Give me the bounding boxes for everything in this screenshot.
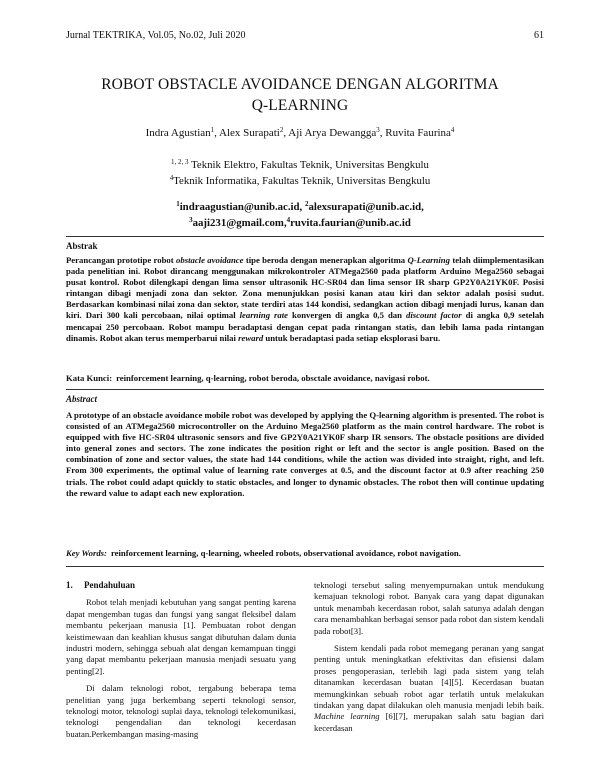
paragraph-term: Machine learning bbox=[314, 711, 380, 722]
abstrak-text: di angka 0,9 setelah mencapai 250 percobaan. Robot mampu beradaptasi dengan cepat pada rintangan statis, dan lebih lama pada rintangan dinamis. Robot akan terus memperbarui nilai bbox=[66, 310, 545, 343]
page-number: 61 bbox=[534, 30, 544, 41]
title-line-1: ROBOT OBSTACLE AVOIDANCE DENGAN ALGORITMA bbox=[101, 76, 499, 93]
author-sup: 3 bbox=[376, 126, 380, 134]
abstrak-text: tipe beroda dengan menerapkan algoritma bbox=[243, 255, 408, 265]
abstrak-term: obstacle avoidance bbox=[176, 255, 244, 265]
abstract-body: A prototype of an obstacle avoidance mobile robot was developed by applying the Q-learning algorithm is presented. The robot is consisted of an ATMega2560 microcontroller on the Arduino Mega2560 platform as the main control hardware. The robot is equipped with five HC-SR04 ultrasonic sensors and five GP2Y0A21YK0F sharp IR sensors. The obstacle positions are divided into general zones and sectors. The zone indicates the position right or left and the sector is angle position. Based on the combination of zone and sector values, the state had 144 conditions, while the action was divided into straight, right, and left. From 300 experiments, the optimal value of learning rate converges at 0.5, and the discount factor at 0.9 after reaching 250 trials. The robot could adapt quickly to static obstacles, and longer to dynamic obstacles. The robot then will continue updating the reward value to adapt each new exploration. bbox=[66, 410, 544, 498]
email-line: $^1$indraagustian@unib.ac.id, $^2$alexsurapati@unib.ac.id, bbox=[176, 200, 424, 213]
paragraph-text: [6][7], merupakan salah satu bagian dari kecerdasan bbox=[314, 711, 544, 733]
kata-kunci-label: Kata Kunci: bbox=[66, 373, 113, 383]
author-sup: 2 bbox=[279, 126, 284, 134]
paragraph-text: Sistem kendali pada robot memegang peranan yang sangat penting untuk meningkatkan efektivitas dan efisiensi dalam proses pengoperasian, terlebih lagi pada sistem yang telah ditanamkan kecerdasan buatan [4][5]. Kecerdasan buatan memungkinkan sebuah robot agar terlatih untuk melakukan tindakan yang dapat dilakukan oleh manusia menjadi lebih baik. bbox=[314, 643, 544, 711]
section-heading bbox=[66, 580, 296, 591]
author-sup: 1 bbox=[210, 126, 215, 134]
author-name: Ruvita Faurina bbox=[385, 127, 451, 139]
affiliation-sup: 1, 2, 3 bbox=[171, 158, 189, 166]
email-sup: 4 bbox=[286, 216, 291, 224]
key-words-text: reinforcement learning, q-learning, wheeled robots, observational avoidance, robot navigation. bbox=[110, 548, 461, 558]
abstrak-text: untuk beradaptasi pada setiap eksplorasi baru. bbox=[263, 332, 441, 343]
email-line: $^3$aaji231@gmail.com,$^4$ruvita.faurian@unib.ac.id bbox=[189, 216, 411, 229]
paragraph bbox=[314, 643, 544, 734]
section-number: 1. bbox=[66, 580, 73, 590]
email-3[interactable]: aaji231@gmail.com bbox=[192, 217, 284, 229]
abstrak-text: Perancangan prototipe robot bbox=[66, 255, 176, 265]
paragraph: Di dalam teknologi robot, tergabung beberapa tema penelitian yang juga berkembang seperti teknologi sensor, teknologi motor, teknologi suplai daya, teknologi telekomunikasi, teknologi pengendalian dan teknologi kecerdasan buatan.Perkembangan masing-masing bbox=[66, 683, 296, 739]
paragraph: teknologi tersebut saling menyempurnakan untuk mendukung kemajuan teknologi robot. Banyak cara yang dapat digunakan untuk menambah kecerdasan robot, salah satunya adalah dengan cara menambahkan berbagai sensor pada robot dan sistem kendali pada robot[3]. bbox=[314, 580, 544, 636]
abstrak-body bbox=[66, 255, 544, 344]
author-emails bbox=[40, 199, 560, 231]
abstrak-text: konvergen di angka 0,5 dan bbox=[288, 310, 406, 321]
author-name: Aji Arya Dewangga bbox=[288, 127, 377, 139]
abstrak-term: Q-Learning bbox=[407, 255, 450, 265]
divider bbox=[66, 566, 544, 567]
journal-name: Jurnal TEKTRIKA, Vol.05, No.02, Juli 2020 bbox=[66, 30, 246, 41]
abstrak-heading: Abstrak bbox=[66, 241, 98, 251]
author-sup: 4 bbox=[450, 126, 455, 134]
author-name: Alex Surapati bbox=[219, 127, 280, 139]
affiliation-text: Teknik Informatika, Fakultas Teknik, Universitas Bengkulu bbox=[173, 175, 431, 187]
section-title: Pendahuluan bbox=[84, 580, 136, 590]
abstrak-text: telah diimplementasikan pada penelitian ini. Robot dirancang menggunakan mikrokontroler ATMega2560 pada platform Arduino Mega2560 sebagai pusat kontrol. Robot dilengkapi dengan lima sensor ultrasonik HC-SR04 dan lima sensor IR sharp GP2Y0A21YK0F. Posisi rintangan dibagi menjadi zona dan sektor. Zona menunjukkan posisi kanan atau kiri dan sektor adalah posisi sudut. Berdasarkan kombinasi nilai zona dan sektor, state terdiri atas 144 kondisi, sedangkan action dibagi menjadi lurus, kanan dan kiri. Dari 300 kali percobaan, nilai optimal bbox=[66, 255, 544, 321]
affiliation-text: Teknik Elektro, Fakultas Teknik, Universitas Bengkulu bbox=[191, 159, 429, 171]
email-2[interactable]: alexsurapati@unib.ac.id bbox=[308, 201, 422, 213]
abstrak-term: reward bbox=[238, 332, 264, 343]
email-sup: 1 bbox=[176, 200, 180, 208]
kata-kunci-text: reinforcement learning, q-learning, robot beroda, obsctale avoidance, navigasi robot. bbox=[116, 373, 430, 383]
divider bbox=[66, 236, 544, 237]
affiliation-line bbox=[40, 157, 560, 173]
author-list: Indra Agustian$^1$, Alex Surapati$^2$, Aji Arya Dewangga$^3$, Ruvita Faurina$^4$ bbox=[145, 126, 455, 139]
column-left bbox=[66, 580, 296, 746]
affiliation-sup: 4 bbox=[169, 174, 174, 182]
email-sup: 2 bbox=[304, 200, 309, 208]
author-name: Indra Agustian bbox=[145, 127, 211, 139]
email-1[interactable]: indraagustian@unib.ac.id bbox=[179, 201, 300, 213]
divider bbox=[66, 389, 544, 390]
affiliations bbox=[40, 157, 560, 189]
affiliation-line bbox=[40, 173, 560, 189]
abstract-heading: Abstract bbox=[66, 394, 98, 404]
abstrak-term: discount factor bbox=[405, 310, 462, 321]
key-words bbox=[66, 548, 544, 559]
column-right bbox=[314, 580, 544, 740]
email-4[interactable]: ruvita.faurian@unib.ac.id bbox=[290, 217, 411, 229]
abstrak-term: learning rate bbox=[239, 310, 289, 321]
key-words-label: Key Words: bbox=[66, 548, 107, 558]
email-sup: 3 bbox=[189, 216, 193, 224]
paper-title bbox=[60, 74, 540, 116]
kata-kunci bbox=[66, 373, 544, 384]
paragraph: Robot telah menjadi kebutuhan yang sangat penting karena dapat mengemban tugas dan fungsi yang sangat fleksibel dalam membantu pekerjaan manusia [1]. Pembuatan robot dengan keistimewaan dan keahlian khusus sangat dibutuhan dalam dunia industri modern, sehingga sebuah alat dengan kemampuan tinggi yang dapat membantu pekerjaan manusia menjadi sesuatu yang penting[2]. bbox=[66, 597, 296, 676]
running-header bbox=[66, 30, 544, 44]
title-line-2: Q-LEARNING bbox=[251, 97, 349, 114]
